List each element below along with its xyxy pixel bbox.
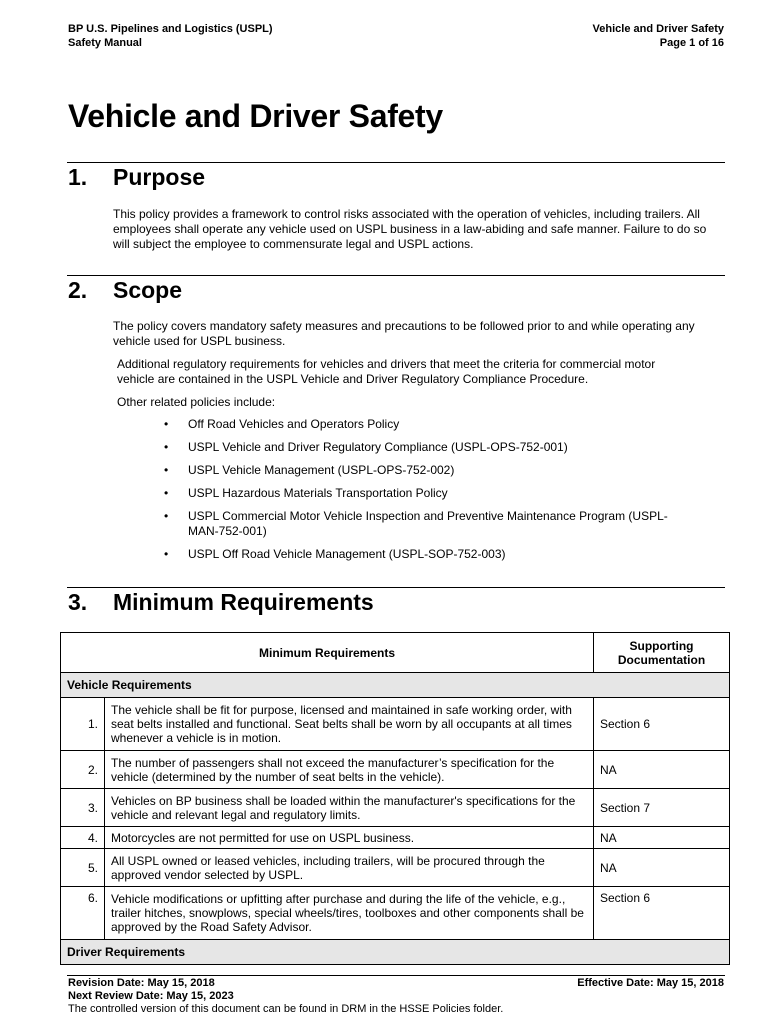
section-title: Minimum Requirements bbox=[113, 589, 374, 615]
table-row bbox=[61, 751, 730, 789]
header-page-number: Page 1 of 16 bbox=[659, 37, 724, 49]
table-row bbox=[61, 887, 730, 940]
table-group-row bbox=[61, 940, 730, 965]
purpose-text: This policy provides a framework to control risks associated with the operation of vehicles, including trailers. All employees shall operate any vehicle used on USPL business in a law-abiding and safe manner. Failure to do so will subject the employee to commensurate legal and USPL actions. bbox=[113, 207, 707, 251]
scope-paragraph-2: Additional regulatory requirements for vehicles and drivers that meet the criteria for commercial motor vehicle are contained in the USPL Vehicle and Driver Regulatory Compliance Procedure. bbox=[117, 357, 656, 386]
table-group-row bbox=[61, 673, 730, 698]
row-documentation: Section 7 bbox=[594, 789, 730, 827]
row-requirement: All USPL owned or leased vehicles, including trailers, will be procured through the approved vendor selected by USPL. bbox=[105, 849, 594, 887]
row-requirement: Vehicles on BP business shall be loaded within the manufacturer's specifications for the vehicle and relevant legal and regulatory limits. bbox=[105, 789, 594, 827]
list-item bbox=[164, 486, 684, 501]
scope-paragraph-3: Other related policies include: bbox=[117, 395, 276, 409]
row-number: 6. bbox=[61, 887, 105, 940]
section-number: 2. bbox=[68, 277, 88, 303]
list-item-text: USPL Commercial Motor Vehicle Inspection and Preventive Maintenance Program (USPL-MAN-752-001) bbox=[188, 509, 668, 538]
section-divider bbox=[67, 587, 725, 588]
page-footer-left bbox=[68, 977, 503, 1016]
requirements-table bbox=[60, 632, 730, 965]
list-item bbox=[164, 417, 684, 432]
bullet-icon: • bbox=[164, 509, 169, 523]
row-requirement: Vehicle modifications or upfitting after purchase and during the life of the vehicle, e.g., trailer hitches, snowplows, special wheels/tires, toolboxes and other components shall be approved by the Road Safety Advisor. bbox=[105, 887, 594, 940]
bullet-icon: • bbox=[164, 486, 169, 500]
section-title: Scope bbox=[113, 277, 183, 303]
table-row bbox=[61, 698, 730, 751]
row-requirement: Motorcycles are not permitted for use on USPL business. bbox=[105, 827, 594, 849]
row-number: 4. bbox=[61, 827, 105, 849]
footer-divider bbox=[67, 975, 725, 976]
table-row bbox=[61, 789, 730, 827]
row-number: 1. bbox=[61, 698, 105, 751]
list-item bbox=[164, 509, 684, 539]
bullet-icon: • bbox=[164, 440, 169, 454]
section-number: 3. bbox=[68, 589, 88, 615]
row-number: 2. bbox=[61, 751, 105, 789]
list-item-text: USPL Vehicle and Driver Regulatory Compliance (USPL-OPS-752-001) bbox=[188, 440, 568, 454]
table-header-row bbox=[61, 633, 730, 673]
footer-controlled-note: The controlled version of this document can be found in DRM in the HSSE Policies folder. bbox=[68, 1003, 504, 1015]
section-heading-minimum-requirements bbox=[68, 589, 374, 616]
section-heading-scope bbox=[68, 277, 182, 304]
table-row bbox=[61, 849, 730, 887]
section-divider bbox=[67, 162, 725, 163]
list-item bbox=[164, 463, 684, 478]
section-divider bbox=[67, 275, 725, 276]
row-requirement: The number of passengers shall not exceed the manufacturer’s specification for the vehicle (determined by the number of seat belts in the vehicle). bbox=[105, 751, 594, 789]
header-manual: Safety Manual bbox=[68, 37, 142, 49]
page-header-left bbox=[68, 22, 273, 50]
section-title: Purpose bbox=[113, 164, 206, 190]
header-doc-title: Vehicle and Driver Safety bbox=[592, 23, 724, 35]
row-requirement: The vehicle shall be fit for purpose, licensed and maintained in safe working order, with seat belts installed and functional. Seat belts shall be worn by all occupants at all times whenever a vehicle is in motion. bbox=[105, 698, 594, 751]
list-item-text: Off Road Vehicles and Operators Policy bbox=[188, 417, 400, 431]
row-documentation: NA bbox=[594, 751, 730, 789]
row-documentation: NA bbox=[594, 827, 730, 849]
bullet-icon: • bbox=[164, 417, 169, 431]
scope-paragraph-1: The policy covers mandatory safety measures and precautions to be followed prior to and while operating any vehicle used for USPL business. bbox=[113, 319, 695, 348]
table-row bbox=[61, 827, 730, 849]
group-driver-requirements: Driver Requirements bbox=[61, 940, 730, 965]
list-item bbox=[164, 440, 684, 455]
document-title: Vehicle and Driver Safety bbox=[68, 98, 443, 134]
header-org: BP U.S. Pipelines and Logistics (USPL) bbox=[68, 23, 273, 35]
row-documentation: Section 6 bbox=[594, 887, 730, 940]
column-header-documentation: Supporting Documentation bbox=[594, 633, 730, 673]
footer-revision-date: Revision Date: May 15, 2018 bbox=[68, 977, 215, 989]
related-policies-list bbox=[164, 417, 684, 570]
list-item-text: USPL Vehicle Management (USPL-OPS-752-002) bbox=[188, 463, 455, 477]
section-heading-purpose bbox=[68, 164, 205, 191]
row-number: 5. bbox=[61, 849, 105, 887]
list-item-text: USPL Off Road Vehicle Management (USPL-SOP-752-003) bbox=[188, 547, 506, 561]
list-item bbox=[164, 547, 684, 562]
footer-next-review-date: Next Review Date: May 15, 2023 bbox=[68, 990, 234, 1002]
row-number: 3. bbox=[61, 789, 105, 827]
row-documentation: NA bbox=[594, 849, 730, 887]
page-header-right bbox=[593, 22, 724, 50]
row-documentation: Section 6 bbox=[594, 698, 730, 751]
footer-effective-date: Effective Date: May 15, 2018 bbox=[577, 977, 724, 989]
group-vehicle-requirements: Vehicle Requirements bbox=[61, 673, 730, 698]
bullet-icon: • bbox=[164, 463, 169, 477]
column-header-requirements: Minimum Requirements bbox=[61, 633, 594, 673]
section-number: 1. bbox=[68, 164, 88, 190]
bullet-icon: • bbox=[164, 547, 169, 561]
list-item-text: USPL Hazardous Materials Transportation Policy bbox=[188, 486, 448, 500]
